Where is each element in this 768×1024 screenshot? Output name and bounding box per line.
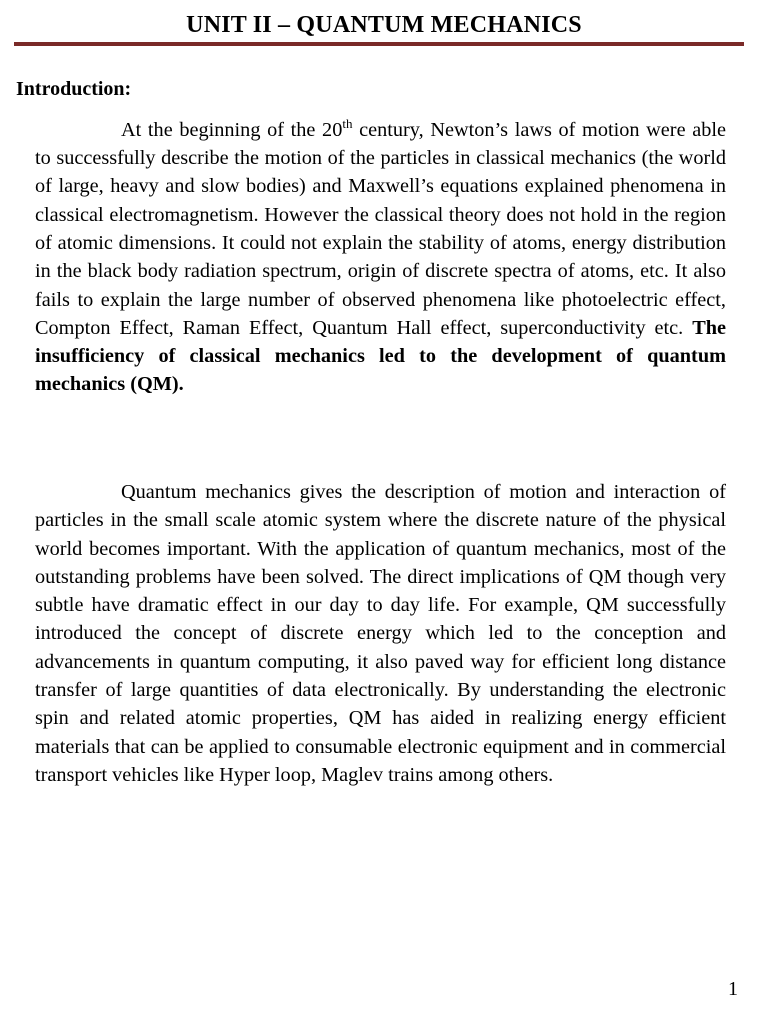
paragraph-1-bold-conclusion: The insufficiency of classical mechanics led to the development of quantum mechanics (QM). xyxy=(35,316,726,396)
paragraph-1-text: century, Newton’s laws of motion were able to successfully describe the motion of the particles in classical mechanics (the world of large, heavy and slow bodies) and Maxwell’s equations explained phenomena in classical electromagnetism. However the classical theory does not hold in the region of atomic dimensions. It could not explain the stability of atoms, energy distribution in the black body radiation spectrum, origin of discrete spectra of atoms, etc. It also fails to explain the large number of observed phenomena like photoelectric effect, Compton Effect, Raman Effect, Quantum Hall effect, superconductivity etc. xyxy=(35,118,726,339)
paragraph-1 xyxy=(35,110,726,399)
section-heading-introduction: Introduction: xyxy=(16,78,132,100)
paragraph-2 xyxy=(35,478,726,789)
page-title: UNIT II – QUANTUM MECHANICS xyxy=(186,12,582,38)
paragraph-2-text: Quantum mechanics gives the description of motion and interaction of particles in the small scale atomic system where the discrete nature of the physical world becomes important. With the application of quantum mechanics, most of the outstanding problems have been solved. The direct implications of QM though very subtle have dramatic effect in our day to day life. For example, QM successfully introduced the concept of discrete energy which led to the conception and advancements in quantum computing, it also paved way for efficient long distance transfer of large quantities of data electronically. By understanding the electronic spin and related atomic properties, QM has aided in realizing energy efficient materials that can be applied to consumable electronic equipment and in commercial transport vehicles like Hyper loop, Maglev trains among others. xyxy=(35,481,726,786)
paragraph-1-text-start: At the beginning of the 20 xyxy=(121,118,343,141)
page-number: 1 xyxy=(728,978,738,1000)
ordinal-superscript: th xyxy=(342,116,353,131)
title-underline-rule xyxy=(14,42,744,46)
